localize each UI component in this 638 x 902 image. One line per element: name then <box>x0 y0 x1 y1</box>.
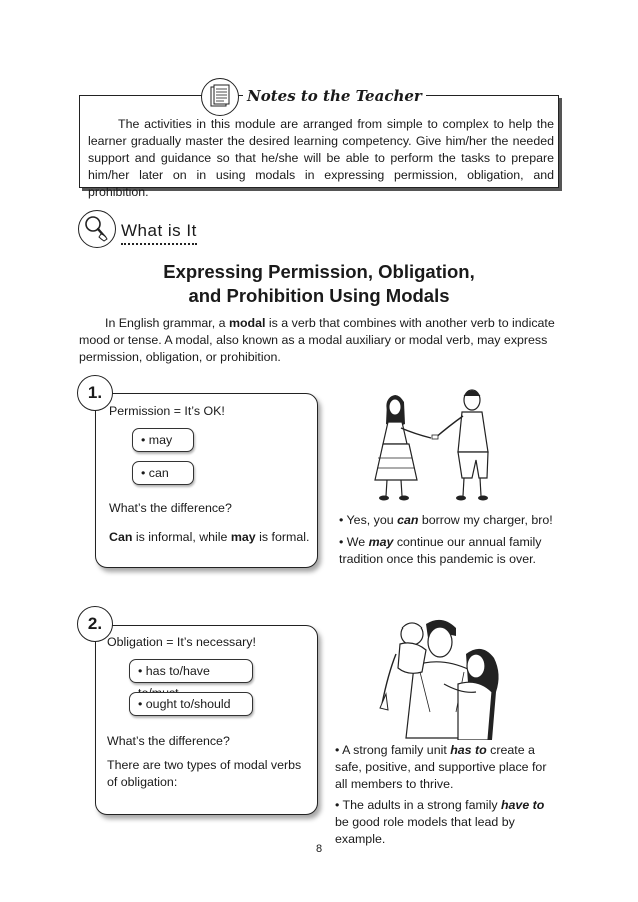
intro-paragraph: In English grammar, a modal is a verb that combines with another verb to indicate mood or tense. A modal, also known as a modal auxiliary or modal verb, may express permission, obligation, or prohibition. <box>79 316 555 364</box>
pill-may: • may <box>132 428 194 452</box>
pill-ought-to: • ought to/should <box>129 692 253 716</box>
title-line-1: Expressing Permission, Obligation, <box>163 261 475 282</box>
example-may: • We may continue our annual family tradition once this pandemic is over. <box>339 535 542 566</box>
pill-can: • can <box>132 461 194 485</box>
permission-answer: Can is informal, while may is formal. <box>109 530 310 544</box>
page-number: 8 <box>315 843 323 855</box>
term-modal: modal <box>228 316 266 330</box>
example-can: • Yes, you can borrow my charger, bro! <box>339 513 553 527</box>
permission-heading: Permission = It’s OK! <box>109 404 225 418</box>
example-have-to: • The adults in a strong family have to be good role models that lead by example. <box>335 798 545 846</box>
section-label: What is It <box>121 221 197 245</box>
example-has-to: • A strong family unit has to create a safe, positive, and supportive place for all members to thrive. <box>335 743 547 791</box>
title-line-2: and Prohibition Using Modals <box>188 285 450 306</box>
section-number-1: 1. <box>77 375 113 411</box>
obligation-answer: There are two types of modal verbs of obligation: <box>107 758 302 789</box>
magnifier-hand-icon <box>78 210 116 248</box>
section-number-2: 2. <box>77 606 113 642</box>
family-hug-illustration <box>374 614 506 740</box>
page-title <box>0 260 638 308</box>
permission-question: What’s the difference? <box>109 501 232 515</box>
obligation-question: What’s the difference? <box>107 734 230 748</box>
children-sharing-illustration <box>368 388 498 504</box>
pill-has-to: • has to/have <box>129 659 253 683</box>
obligation-heading: Obligation = It’s necessary! <box>107 635 256 649</box>
notes-body: The activities in this module are arranged from simple to complex to help the learner gradually master the desired learning competency. Give him/her the needed support and guidance so that he/she will be able to perform the tasks to prepare him/her later on in using modals in expressing permission, obligation, and prohibition. <box>88 117 554 199</box>
notes-paper-icon <box>201 78 239 116</box>
notes-title: Notes to the Teacher <box>243 87 426 105</box>
